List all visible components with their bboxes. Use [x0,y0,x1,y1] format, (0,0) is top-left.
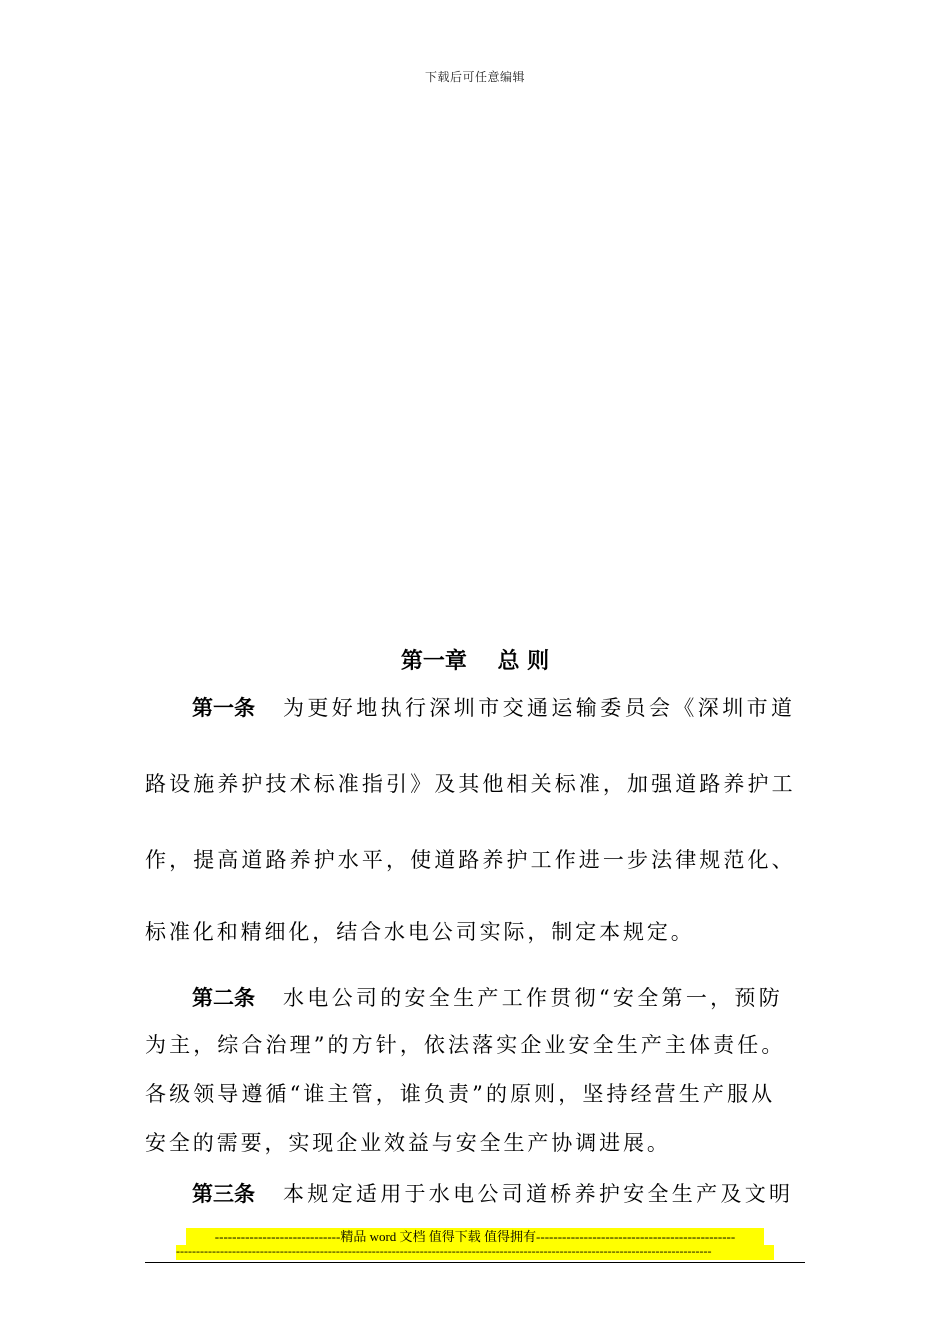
article-2-first-line [192,984,783,1012]
article-3-first-line [192,1180,793,1208]
chapter-title: 第一章 总 则 [400,648,550,674]
article-1-line-1: 为更好地执行深圳市交通运输委员会《深圳市道 [283,696,796,720]
bottom-rule [145,1262,805,1263]
article-2-label: 第二条 [192,985,255,1010]
article-1-line-4: 标准化和精细化，结合水电公司实际，制定本规定。 [145,920,695,944]
footer-banner-line-2: -------------------------------------------------------------------------------------------------------------------------------------- [176,1245,774,1260]
article-2-line-3: 各级领导遵循“谁主管，谁负责”的原则，坚持经营生产服从 [145,1082,776,1106]
page-header: 下载后可任意编辑 [424,70,525,84]
article-1-first-line [192,694,795,722]
footer-banner-line-1: -----------------------------精品 word 文档 值得下载 值得拥有---------------------------------------------- [186,1228,764,1245]
article-2-line-1: 水电公司的安全生产工作贯彻“安全第一，预防 [283,986,784,1010]
article-3-line-1: 本规定适用于水电公司道桥养护安全生产及文明 [283,1182,794,1206]
article-1-line-2: 路设施养护技术标准指引》及其他相关标准，加强道路养护工 [145,772,796,796]
article-2-line-2: 为主，综合治理”的方针，依法落实企业安全生产主体责任。 [145,1033,786,1057]
article-1-label: 第一条 [192,695,255,720]
article-1-line-3: 作，提高道路养护水平，使道路养护工作进一步法律规范化、 [145,848,796,872]
article-3-label: 第三条 [192,1181,255,1206]
article-2-line-4: 安全的需要，实现企业效益与安全生产协调进展。 [145,1131,671,1155]
